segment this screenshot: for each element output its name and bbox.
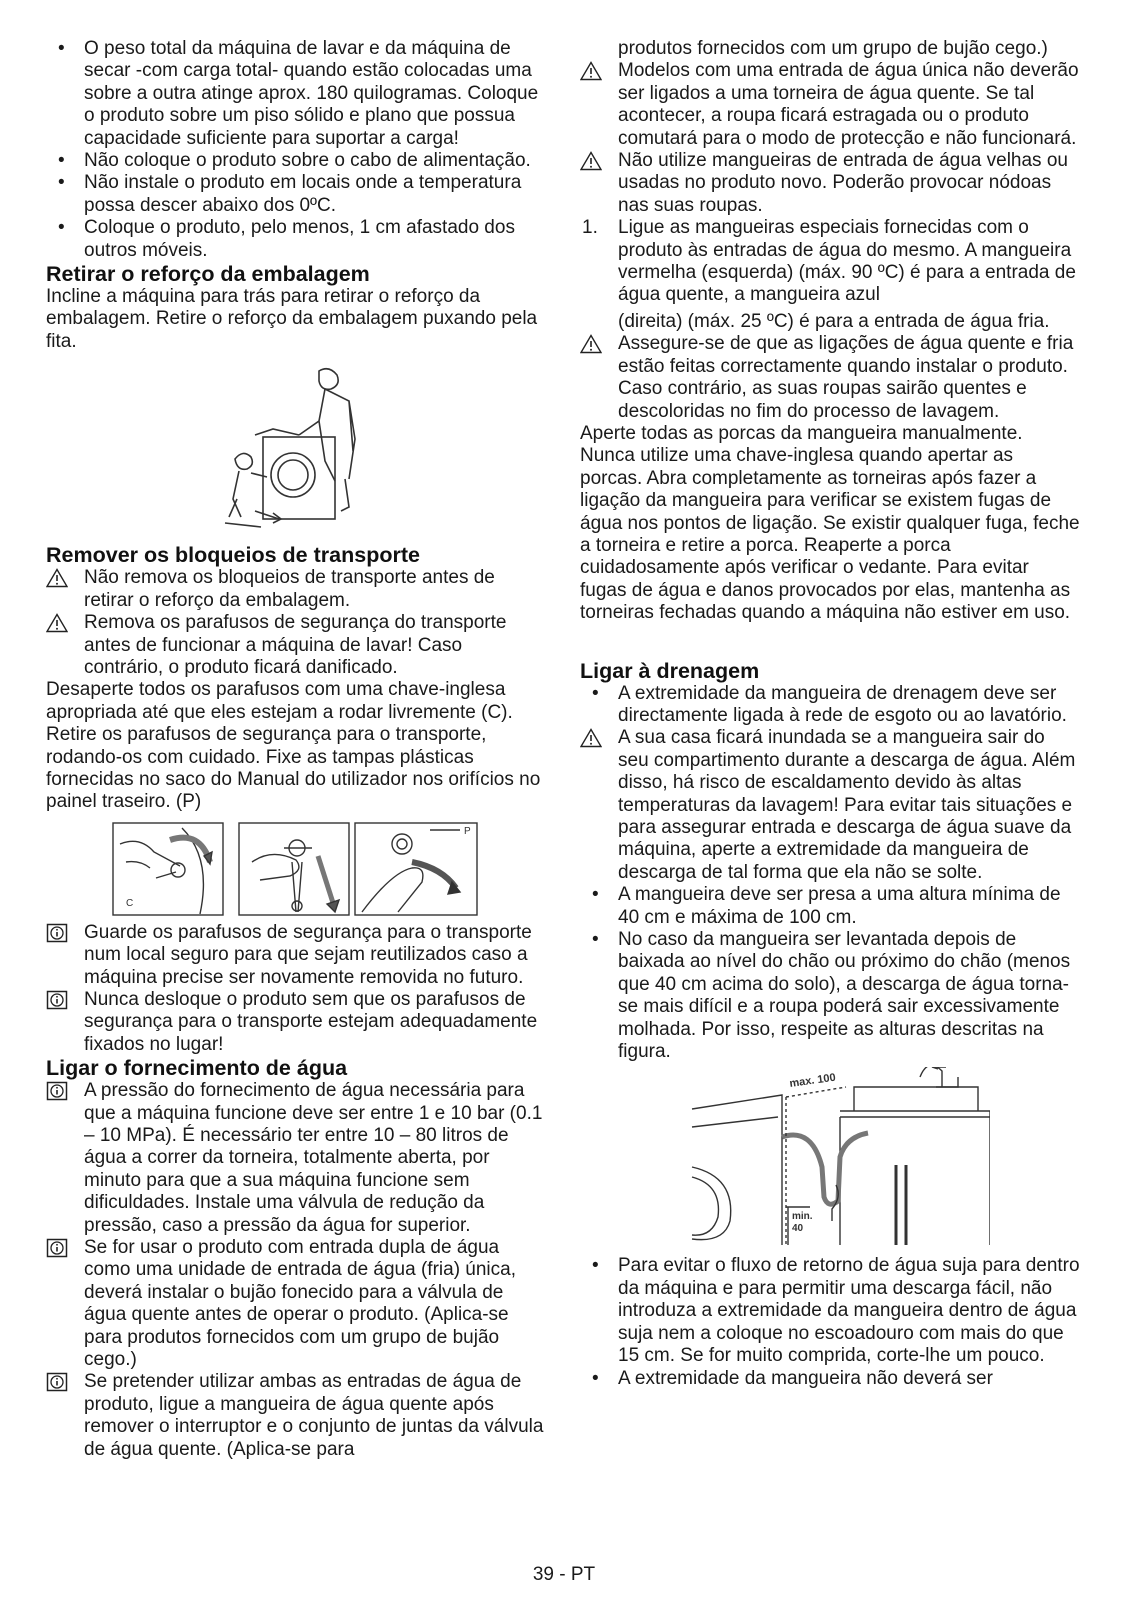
figure-label-c: C: [126, 897, 134, 909]
info-note: Se for usar o produto com entrada dupla de água como uma unidade de entrada de água (fria) única, deverá instalar o bujão fonecido para a válvula de água quente antes de operar o produto. (Aplica-se para produtos fornecidos com um grupo de bujão cego.): [46, 1237, 544, 1371]
list-item: • A mangueira deve ser presa a uma altura mínima de 40 cm e máxima de 100 cm.: [592, 884, 1061, 928]
continued-text: produtos fornecidos com um grupo de bujão cego.): [618, 38, 1048, 59]
list-item: • Para evitar o fluxo de retorno de água suja para dentro da máquina e para permitir uma descarga fácil, não introduza a extremidade da mangueira dentro de água suja nem a coloque no escoadouro com mais do que 15 cm. Se for muito comprida, corte-lhe um pouco.: [592, 1255, 1080, 1367]
info-icon: [46, 1372, 76, 1398]
warning-note: A sua casa ficará inundada se a mangueira sair do seu compartimento durante a descarga de água. Além disso, há risco de escaldamento devido às altas temperaturas da lavagem! Para evitar tais situações e para assegurar entrada e descarga de água suave da máquina, aperte a extremidade da mangueira de descarga de tal forma que ela não se solte.: [580, 727, 1080, 884]
info-note: Nunca desloque o produto sem que os parafusos de segurança para o transporte estejam adequadamente fixados no lugar!: [46, 989, 544, 1056]
list-item: • Não instale o produto em locais onde a temperatura possa descer abaixo dos 0ºC.: [58, 172, 522, 216]
figure-label-min-value: 40: [792, 1223, 804, 1235]
hose-connection-paragraph: Aperte todas as porcas da mangueira manualmente. Nunca utilize uma chave-inglesa quando apertar as porcas. Abra completamente as torneiras após fazer a ligação da mangueira para verificar se existem fugas de água nos pontos de ligação. Se existir qualquer fuga, feche a torneira e retire a porca. Reaperte a porca cuidadosamente após verificar o vedante. Para evitar fugas de água e danos provocados por elas, mantenha as torneiras fechadas quando a máquina não estiver em uso.: [580, 422, 1080, 624]
list-item: • O peso total da máquina de lavar e da máquina de secar -com carga total- quando estão colocadas uma sobre a outra atinge aprox. 180 quilogramas. Coloque o produto sobre um piso sólido e plano que possua capacidade suficiente para suportar a carga!: [58, 38, 539, 149]
section-heading-packaging: Retirar o reforço da embalagem: [46, 262, 370, 287]
list-item: • A extremidade da mangueira não deverá ser: [592, 1367, 993, 1389]
bullet-icon: •: [592, 682, 599, 704]
bullet-icon: •: [58, 217, 65, 239]
bullet-icon: •: [58, 172, 65, 194]
section-heading-drainage: Ligar à drenagem: [580, 658, 760, 683]
warning-triangle-icon: [580, 61, 610, 87]
figure-label-max: max. 100: [788, 1072, 837, 1091]
warning-note: Modelos com uma entrada de água única não deverão ser ligados a uma torneira de água quente. Se tal acontecer, a roupa ficará estragada ou o produto comutará para o modo de protecção e não funcionará.: [580, 60, 1080, 150]
list-item: • A extremidade da mangueira de drenagem deve ser directamente ligada à rede de esgoto ou ao lavatório.: [592, 682, 1067, 726]
left-column: [46, 38, 544, 1461]
info-icon: [46, 990, 76, 1016]
info-icon: [46, 1081, 76, 1107]
warning-triangle-icon: [46, 613, 76, 639]
bullet-icon: •: [592, 1367, 599, 1389]
figure-label-p: P: [464, 825, 471, 837]
warning-triangle-icon: [46, 568, 76, 594]
page-number: 39 - PT: [532, 1564, 596, 1585]
info-note: Se pretender utilizar ambas as entradas de água de produto, ligue a mangueira de água quente após remover o interruptor e o conjunto de juntas da válvula de água quente. (Aplica-se para: [46, 1371, 544, 1461]
info-icon: [46, 1238, 76, 1264]
bullet-icon: •: [592, 1255, 599, 1277]
section-text-transport-locks: Desaperte todos os parafusos com uma chave-inglesa apropriada até que eles estejam a rodar livremente (C). Retire os parafusos de segurança para o transporte, rodando-os com cuidado. Fixe as tampas plásticas fornecidas no saco do Manual do utilizador nos orifícios no painel traseiro. (P): [46, 679, 541, 813]
bullet-icon: •: [592, 884, 599, 906]
warning-triangle-icon: [580, 334, 610, 360]
info-icon: [46, 923, 76, 949]
step-number: 1.: [582, 217, 598, 239]
figure-label-min: min.: [792, 1211, 813, 1223]
info-note: A pressão do fornecimento de água necessária para que a máquina funcione deve ser entre 1 e 10 bar (0.1 – 10 MPa). É necessário ter entre 10 – 80 litros de água a correr da torneira, totalmente aberta, por minuto para que a sua máquina funcione sem dificuldades. Instale uma válvula de redução da pressão, caso a pressão da água for superior.: [46, 1080, 544, 1237]
warning-triangle-icon: [580, 151, 610, 177]
bullet-icon: •: [592, 929, 599, 951]
bullet-icon: •: [58, 150, 65, 172]
info-note: Guarde os parafusos de segurança para o transporte num local seguro para que sejam reutilizados caso a máquina precise ser novamente removida no futuro.: [46, 922, 544, 989]
warning-note: Não remova os bloqueios de transporte antes de retirar o reforço da embalagem.: [46, 567, 544, 612]
numbered-step: 1. Ligue as mangueiras especiais fornecidas com o produto às entradas de água do mesmo. A mangueira vermelha (esquerda) (máx. 90 ºC) é para a entrada de água quente, a mangueira azul: [582, 217, 1076, 306]
warning-note: Não utilize mangueiras de entrada de água velhas ou usadas no produto novo. Poderão provocar nódoas nas suas roupas.: [580, 150, 1080, 217]
warning-note: Assegure-se de que as ligações de água quente e fria estão feitas correctamente quando instalar o produto. Caso contrário, as suas roupas sairão quentes e descoloridas no fim do processo de lavagem.: [580, 333, 1080, 423]
list-item: • Coloque o produto, pelo menos, 1 cm afastado dos outros móveis.: [58, 217, 515, 261]
section-text-packaging: Incline a máquina para trás para retirar o reforço da embalagem. Retire o reforço da embalagem puxando pela fita.: [46, 286, 538, 352]
transport-bolt-removal-illustration: [112, 822, 478, 918]
section-heading-water-supply: Ligar o fornecimento de água: [46, 1056, 348, 1081]
numbered-step-continued: (direita) (máx. 25 ºC) é para a entrada de água fria.: [618, 310, 1050, 332]
bullet-icon: •: [58, 38, 65, 59]
list-item: • Não coloque o produto sobre o cabo de alimentação.: [58, 150, 531, 172]
list-item: • No caso da mangueira ser levantada depois de baixada ao nível do chão ou próximo do chão (menos que 40 cm acima do solo), a descarga de água torna-se mais difícil e a roupa poderá sair excessivamente molhada. Por isso, respeite as alturas descritas na figura.: [592, 929, 1071, 1063]
right-column: [580, 38, 1080, 1390]
warning-triangle-icon: [580, 728, 610, 754]
section-heading-transport-locks: Remover os bloqueios de transporte: [46, 543, 420, 568]
warning-note: Remova os parafusos de segurança do transporte antes de funcionar a máquina de lavar! Caso contrário, o produto ficará danificado.: [46, 612, 544, 679]
drain-hose-height-illustration: [690, 1067, 990, 1245]
packaging-removal-illustration: [215, 363, 375, 535]
